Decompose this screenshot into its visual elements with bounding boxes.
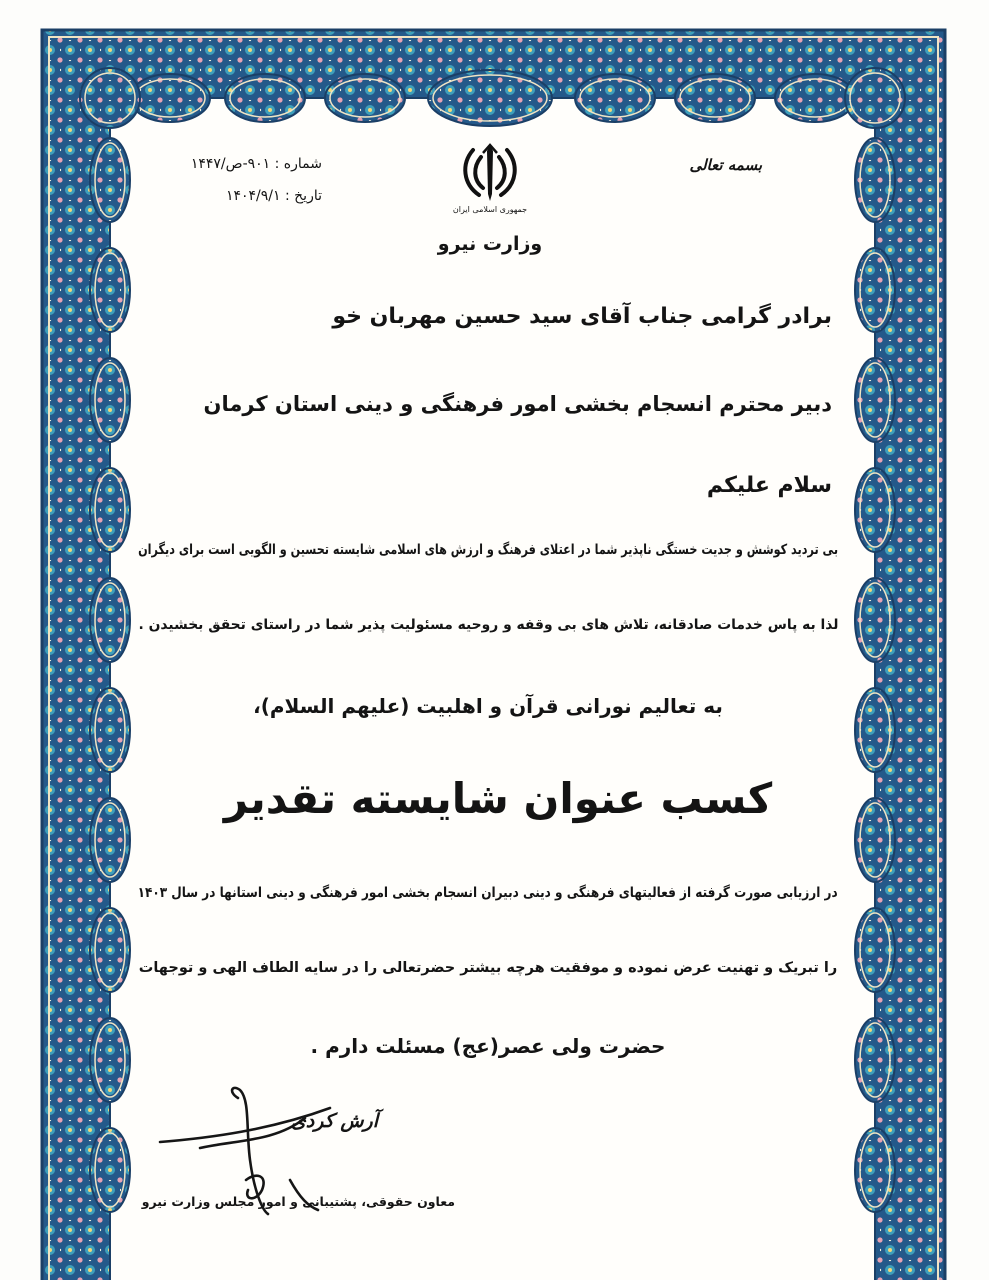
closing-line-3-text: حضرت ولی عصر(عج) مسئلت دارم . (310, 1034, 666, 1058)
ministry-label (410, 231, 570, 258)
border-lobe-left (90, 468, 130, 552)
border-lobe-left (90, 688, 130, 772)
closing-line-1-text: در ارزیابی صورت گرفته از فعالیتهای فرهنگی و دینی دبیران انسجام بخشی امور فرهنگی و دینی استانها در سال ۱۴۰۳ (137, 885, 838, 901)
border-lobe-right (855, 798, 895, 882)
border-corner-top-right (845, 68, 905, 128)
border-lobe-right (855, 138, 895, 222)
body-line-3 (138, 692, 838, 720)
certificate-title-text: کسب عنوان شایسته تقدیر (223, 774, 773, 823)
addressee-title-text: دبیر محترم انسجام بخشی امور فرهنگی و دینی استان کرمان (203, 392, 832, 416)
border-lobe-top (225, 74, 305, 122)
border-lobe-top (325, 74, 405, 122)
border-lobe-left (90, 1018, 130, 1102)
bismillah-heading (642, 155, 762, 176)
body-line-1 (138, 541, 838, 561)
letter-number-text: شماره : ۹۰۱-ص/۱۴۴۷ (190, 156, 322, 172)
letter-date-text: تاریخ : ۱۴۰۴/۹/۱ (225, 188, 322, 204)
ministry-text: وزارت نیرو (437, 233, 543, 255)
closing-line-2-text: را تبریک و تهنیت عرض نموده و موفقیت هرچه بیشتر حضرتعالی را در سایه الطاف الهی و توجهات (138, 960, 838, 976)
greeting (532, 471, 832, 502)
border-lobe-top (775, 74, 855, 122)
border-corner-top-left (80, 68, 140, 128)
signatory-name (218, 1108, 378, 1135)
iran-emblem-icon (458, 140, 522, 204)
closing-line-2 (138, 958, 838, 978)
body-line-3-text: به تعالیم نورانی قرآن و اهلبیت (علیهم السلام)، (253, 694, 723, 718)
border-lobe-right (855, 358, 895, 442)
body-line-2-text: لذا به پاس خدمات صادقانه، تلاش های بی وقفه و روحیه مسئولیت پذیر شما در راستای تحقق بخشیدن . (137, 617, 839, 633)
country-label (430, 204, 550, 215)
closing-line-3 (138, 1032, 838, 1060)
greeting-text: سلام علیکم (706, 473, 832, 498)
addressee-name (192, 302, 832, 333)
border-lobe-left (90, 908, 130, 992)
border-lobe-right (855, 1018, 895, 1102)
border-lobe-top (575, 74, 655, 122)
addressee-title (192, 390, 832, 419)
letter-number (122, 155, 322, 175)
letter-date (122, 187, 322, 207)
border-lobe-right (855, 908, 895, 992)
border-lobe-left (90, 1128, 130, 1212)
border-lobe-right (855, 468, 895, 552)
border-lobe-left (90, 138, 130, 222)
border-lobe-right (855, 248, 895, 332)
bismillah-text: بسمه تعالی (689, 156, 762, 174)
signatory-position (137, 1193, 455, 1211)
closing-line-1 (138, 884, 838, 904)
certificate-title (138, 770, 858, 829)
border-lobe-top-center (428, 70, 552, 126)
border-lobe-left (90, 798, 130, 882)
body-line-1-text: بی تردید کوشش و جدیت خستگی ناپذیر شما در اعتلای فرهنگ و ارزش های اسلامی شایسته تحسین و الگویی است برای دیگران (137, 542, 838, 558)
border-lobe-right (855, 578, 895, 662)
border-lobe-left (90, 578, 130, 662)
body-line-2 (138, 616, 838, 636)
border-lobe-left (90, 358, 130, 442)
signatory-position-text: معاون حقوقی، پشتیبانی و امور مجلس وزارت نیرو (141, 1194, 455, 1209)
signatory-name-text: آرش کردی (290, 1110, 378, 1132)
addressee-name-text: برادر گرامی جناب آقای سید حسین مهربان خو (332, 304, 832, 329)
border-lobe-right (855, 688, 895, 772)
border-lobe-top (675, 74, 755, 122)
country-text: جمهوری اسلامی ایران (452, 205, 528, 214)
border-lobe-left (90, 248, 130, 332)
border-lobe-right (855, 1128, 895, 1212)
border-lobe-top (130, 74, 210, 122)
